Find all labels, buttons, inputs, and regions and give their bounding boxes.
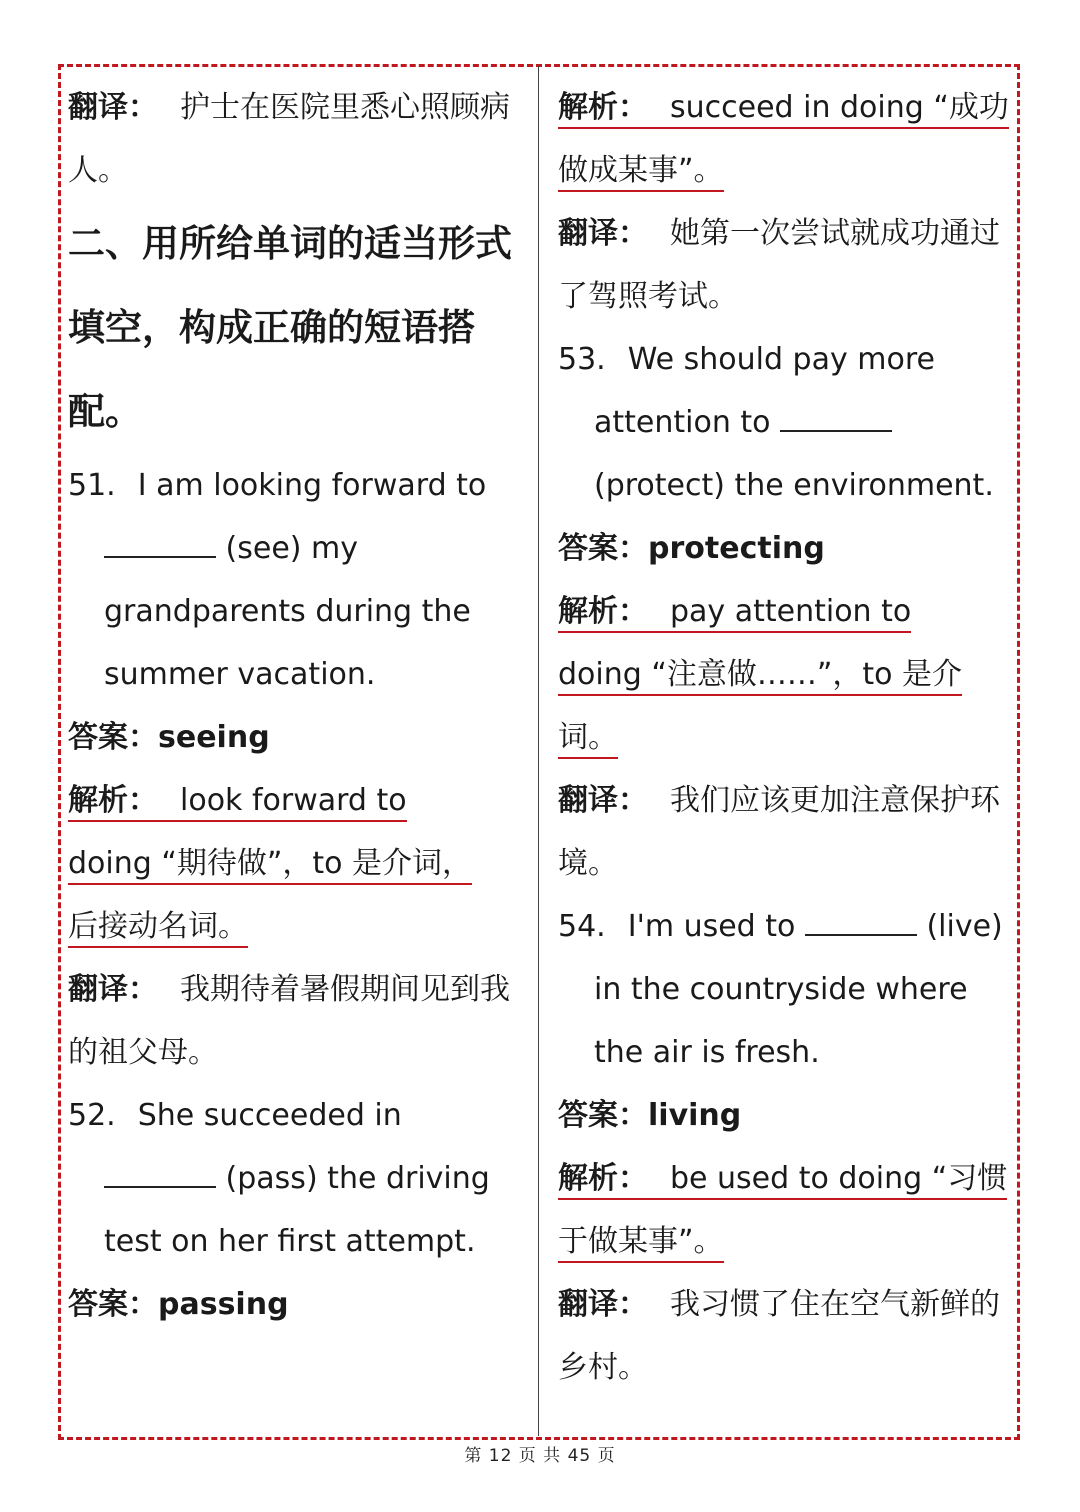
explanation-text: 做成某事”。 bbox=[558, 153, 724, 192]
question-text: attention to bbox=[594, 405, 771, 440]
section-heading: 填空，构成正确的短语搭 bbox=[68, 306, 475, 349]
question-line: in the countryside where bbox=[594, 972, 968, 1007]
explanation-text: pay attention to bbox=[670, 594, 912, 629]
explanation-line bbox=[558, 76, 1010, 139]
translation-line bbox=[558, 1273, 1010, 1336]
right-column bbox=[558, 76, 1010, 1399]
translation-line: 了驾照考试。 bbox=[558, 279, 738, 314]
answer-line bbox=[68, 1273, 528, 1336]
explanation-text: succeed in doing “成功 bbox=[670, 90, 1009, 125]
explanation-line bbox=[558, 139, 1010, 202]
explanation-line bbox=[558, 1147, 1010, 1210]
translation-line bbox=[558, 202, 1010, 265]
answer-label: 答案： bbox=[558, 531, 648, 566]
answer-line bbox=[68, 706, 528, 769]
answer-label: 答案： bbox=[68, 1287, 158, 1322]
translation-text: 她第一次尝试就成功通过 bbox=[670, 216, 1000, 251]
translation-text: 我习惯了住在空气新鲜的 bbox=[670, 1287, 1000, 1322]
section-heading: 配。 bbox=[68, 390, 142, 433]
answer-label: 答案： bbox=[68, 720, 158, 755]
answer-line bbox=[558, 1084, 1010, 1147]
explanation-label: 解析： bbox=[68, 783, 158, 818]
answer-blank bbox=[104, 1162, 216, 1188]
question-line: (protect) the environment. bbox=[594, 468, 994, 503]
question-line bbox=[68, 1147, 528, 1210]
translation-text: 我期待着暑假期间见到我 bbox=[180, 972, 510, 1007]
question-line bbox=[558, 391, 1010, 454]
explanation-line bbox=[68, 832, 528, 895]
explanation-text: 词。 bbox=[558, 720, 618, 759]
explanation-text: be used to doing “习惯 bbox=[670, 1161, 1008, 1196]
explanation-text: 后接动名词。 bbox=[68, 909, 248, 948]
column-divider bbox=[538, 66, 539, 1436]
question-number: 51. bbox=[68, 468, 116, 503]
translation-line bbox=[68, 139, 528, 202]
answer-value: seeing bbox=[158, 720, 270, 755]
explanation-text: doing “注意做……”，to 是介 bbox=[558, 657, 962, 696]
answer-blank bbox=[104, 532, 216, 558]
translation-label: 翻译： bbox=[558, 783, 648, 818]
translation-label: 翻译： bbox=[558, 216, 648, 251]
question-line bbox=[68, 517, 528, 580]
question-number: 52. bbox=[68, 1098, 116, 1133]
translation-line: 境。 bbox=[558, 846, 618, 881]
explanation-line bbox=[68, 895, 528, 958]
question-51 bbox=[68, 454, 528, 517]
question-text: I am looking forward to bbox=[137, 468, 487, 503]
translation-label: 翻译： bbox=[68, 972, 158, 1007]
translation-label: 翻译： bbox=[68, 90, 158, 125]
answer-blank bbox=[780, 406, 892, 432]
question-number: 54. bbox=[558, 909, 606, 944]
question-number: 53. bbox=[558, 342, 606, 377]
answer-value: protecting bbox=[648, 531, 825, 566]
explanation-text: 于做某事”。 bbox=[558, 1224, 724, 1263]
answer-value: living bbox=[648, 1098, 742, 1133]
question-text: We should pay more bbox=[627, 342, 935, 377]
question-text: (see) my bbox=[225, 531, 359, 566]
page-number: 第 12 页 共 45 页 bbox=[464, 1446, 616, 1466]
explanation-line bbox=[558, 643, 1010, 706]
translation-line bbox=[68, 958, 528, 1021]
explanation-line bbox=[558, 580, 1010, 643]
translation-text: 护士在医院里悉心照顾病 bbox=[180, 90, 510, 125]
question-54 bbox=[558, 895, 1010, 958]
question-line: test on her first attempt. bbox=[104, 1224, 476, 1259]
explanation-text: doing “期待做”，to 是介词， bbox=[68, 846, 472, 885]
translation-text: 我们应该更加注意保护环 bbox=[670, 783, 1000, 818]
answer-blank bbox=[805, 910, 917, 936]
answer-label: 答案： bbox=[558, 1098, 648, 1133]
explanation-text: look forward to bbox=[180, 783, 407, 818]
translation-line: 乡村。 bbox=[558, 1350, 648, 1385]
left-column bbox=[68, 76, 528, 1336]
explanation-label: 解析： bbox=[558, 594, 648, 629]
question-line: summer vacation. bbox=[104, 657, 376, 692]
translation-text: 人。 bbox=[68, 153, 128, 188]
question-text: (live) bbox=[926, 909, 1003, 944]
translation-line: 的祖父母。 bbox=[68, 1035, 218, 1070]
question-text: I'm used to bbox=[627, 909, 796, 944]
explanation-label: 解析： bbox=[558, 90, 648, 125]
answer-value: passing bbox=[158, 1287, 289, 1322]
explanation-line bbox=[558, 706, 1010, 769]
question-text: (pass) the driving bbox=[225, 1161, 490, 1196]
answer-line bbox=[558, 517, 1010, 580]
question-52 bbox=[68, 1084, 528, 1147]
translation-line bbox=[68, 76, 528, 139]
explanation-line bbox=[558, 1210, 1010, 1273]
explanation-line bbox=[68, 769, 528, 832]
section-heading: 二、用所给单词的适当形式 bbox=[68, 222, 512, 265]
explanation-label: 解析： bbox=[558, 1161, 648, 1196]
question-text: She succeeded in bbox=[137, 1098, 402, 1133]
question-line: grandparents during the bbox=[104, 594, 471, 629]
translation-label: 翻译： bbox=[558, 1287, 648, 1322]
question-line: the air is fresh. bbox=[594, 1035, 820, 1070]
translation-line bbox=[558, 769, 1010, 832]
question-53 bbox=[558, 328, 1010, 391]
